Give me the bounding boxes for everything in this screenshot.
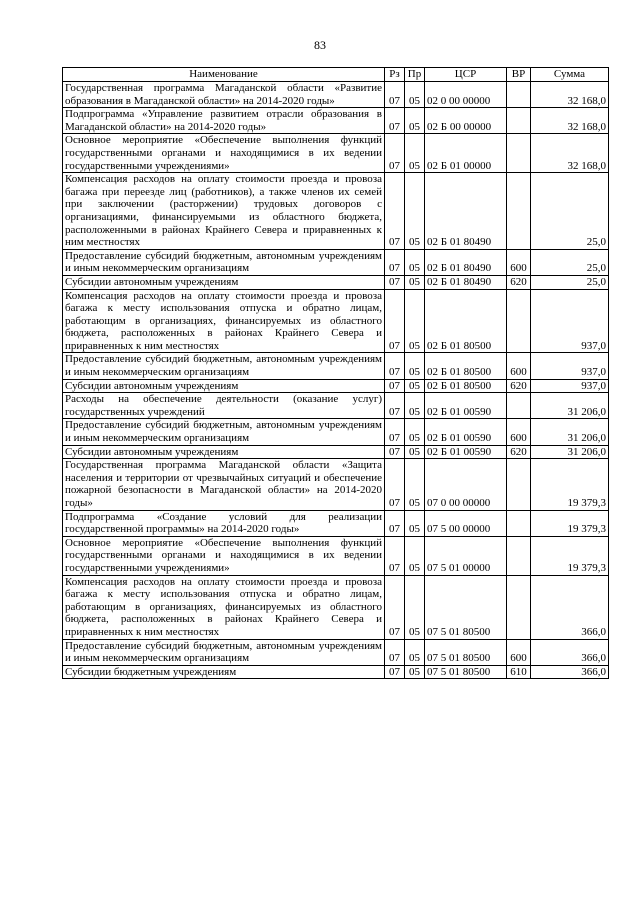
- table-row: [63, 665, 609, 679]
- cell-pr: 05: [405, 575, 425, 639]
- table-row: [63, 353, 609, 379]
- cell-vr: 610: [507, 665, 531, 679]
- cell-vr: [507, 134, 531, 173]
- cell-csr: 02 Б 01 00590: [425, 393, 507, 419]
- cell-pr: 05: [405, 510, 425, 536]
- cell-name: Предоставление субсидий бюджетным, автономным учреждениям и иным некоммерческим организациям: [63, 419, 385, 445]
- cell-vr: 600: [507, 639, 531, 665]
- header-csr: ЦСР: [425, 68, 507, 82]
- cell-pr: 05: [405, 249, 425, 275]
- cell-rz: 07: [385, 108, 405, 134]
- cell-csr: 02 Б 00 00000: [425, 108, 507, 134]
- table-row: [63, 419, 609, 445]
- cell-vr: [507, 82, 531, 108]
- cell-vr: 620: [507, 275, 531, 289]
- cell-name: Компенсация расходов на оплату стоимости проезда и провоза багажа при переезде лиц (работников), а также членов их семей при заключении (расторжении) трудовых договоров с организациями, финансируемыми из областного бюджета, расположенными в районах Крайнего Севера и приравненных к ним местностях: [63, 173, 385, 250]
- table-row: [63, 510, 609, 536]
- cell-vr: 600: [507, 249, 531, 275]
- table-row: [63, 134, 609, 173]
- cell-name: Государственная программа Магаданской области «Развитие образования в Магаданской области» на 2014-2020 годы»: [63, 82, 385, 108]
- cell-pr: 05: [405, 639, 425, 665]
- cell-pr: 05: [405, 379, 425, 393]
- cell-name: Основное мероприятие «Обеспечение выполнения функций государственными органами и находящимися в их ведении государственными учреждениями»: [63, 134, 385, 173]
- table-row: [63, 536, 609, 575]
- cell-pr: 05: [405, 665, 425, 679]
- cell-name: Субсидии бюджетным учреждениям: [63, 665, 385, 679]
- cell-sum: 19 379,3: [531, 459, 609, 510]
- cell-name: Компенсация расходов на оплату стоимости проезда и провоза багажа к месту использования отпуска и обратно лицам, работающим в организациях, финансируемых из областного бюджета, расположенных в районах Крайнего Севера и приравненных к ним местностях: [63, 289, 385, 353]
- cell-vr: [507, 575, 531, 639]
- cell-rz: 07: [385, 393, 405, 419]
- cell-vr: 620: [507, 445, 531, 459]
- cell-rz: 07: [385, 665, 405, 679]
- cell-name: Предоставление субсидий бюджетным, автономным учреждениям и иным некоммерческим организациям: [63, 353, 385, 379]
- cell-pr: 05: [405, 108, 425, 134]
- cell-pr: 05: [405, 536, 425, 575]
- cell-csr: 07 5 01 80500: [425, 639, 507, 665]
- cell-sum: 937,0: [531, 289, 609, 353]
- cell-sum: 366,0: [531, 575, 609, 639]
- cell-csr: 02 Б 01 80500: [425, 289, 507, 353]
- header-rz: Рз: [385, 68, 405, 82]
- cell-csr: 07 5 01 80500: [425, 665, 507, 679]
- cell-vr: [507, 393, 531, 419]
- cell-vr: [507, 173, 531, 250]
- cell-csr: 07 5 01 00000: [425, 536, 507, 575]
- header-sum: Сумма: [531, 68, 609, 82]
- cell-csr: 02 Б 01 80490: [425, 249, 507, 275]
- cell-csr: 07 0 00 00000: [425, 459, 507, 510]
- cell-name: Подпрограмма «Создание условий для реализации государственной программы» на 2014-2020 годы»: [63, 510, 385, 536]
- cell-rz: 07: [385, 353, 405, 379]
- cell-sum: 31 206,0: [531, 445, 609, 459]
- cell-sum: 366,0: [531, 665, 609, 679]
- cell-name: Подпрограмма «Управление развитием отрасли образования в Магаданской области» на 2014-2020 годы»: [63, 108, 385, 134]
- table-row: [63, 639, 609, 665]
- cell-vr: 620: [507, 379, 531, 393]
- cell-pr: 05: [405, 419, 425, 445]
- cell-rz: 07: [385, 275, 405, 289]
- cell-pr: 05: [405, 289, 425, 353]
- cell-sum: 366,0: [531, 639, 609, 665]
- table-row: [63, 393, 609, 419]
- table-row: [63, 445, 609, 459]
- table-row: [63, 82, 609, 108]
- cell-rz: 07: [385, 575, 405, 639]
- cell-pr: 05: [405, 393, 425, 419]
- cell-pr: 05: [405, 134, 425, 173]
- cell-name: Предоставление субсидий бюджетным, автономным учреждениям и иным некоммерческим организациям: [63, 249, 385, 275]
- table-row: [63, 275, 609, 289]
- cell-csr: 02 Б 01 80500: [425, 353, 507, 379]
- cell-vr: 600: [507, 353, 531, 379]
- cell-csr: 07 5 00 00000: [425, 510, 507, 536]
- cell-vr: 600: [507, 419, 531, 445]
- cell-rz: 07: [385, 249, 405, 275]
- cell-sum: 25,0: [531, 249, 609, 275]
- cell-csr: 02 Б 01 80500: [425, 379, 507, 393]
- cell-pr: 05: [405, 445, 425, 459]
- cell-name: Субсидии автономным учреждениям: [63, 445, 385, 459]
- cell-rz: 07: [385, 379, 405, 393]
- cell-rz: 07: [385, 289, 405, 353]
- table-row: [63, 459, 609, 510]
- cell-pr: 05: [405, 275, 425, 289]
- cell-name: Субсидии автономным учреждениям: [63, 275, 385, 289]
- page-number: 83: [314, 38, 326, 52]
- cell-vr: [507, 536, 531, 575]
- cell-sum: 31 206,0: [531, 419, 609, 445]
- cell-rz: 07: [385, 536, 405, 575]
- cell-vr: [507, 459, 531, 510]
- cell-rz: 07: [385, 173, 405, 250]
- cell-pr: 05: [405, 353, 425, 379]
- table-header-row: [63, 68, 609, 82]
- cell-sum: 32 168,0: [531, 108, 609, 134]
- cell-csr: 02 0 00 00000: [425, 82, 507, 108]
- cell-sum: 25,0: [531, 173, 609, 250]
- cell-name: Основное мероприятие «Обеспечение выполнения функций государственными органами и находящимися в их ведении государственными учреждениями»: [63, 536, 385, 575]
- cell-sum: 31 206,0: [531, 393, 609, 419]
- cell-sum: 25,0: [531, 275, 609, 289]
- cell-name: Компенсация расходов на оплату стоимости проезда и провоза багажа к месту использования отпуска и обратно лицам, работающим в организациях, финансируемых из областного бюджета, расположенных в районах Крайнего Севера и приравненных к ним местностях: [63, 575, 385, 639]
- cell-sum: 937,0: [531, 379, 609, 393]
- cell-csr: 02 Б 01 00590: [425, 445, 507, 459]
- cell-name: Предоставление субсидий бюджетным, автономным учреждениям и иным некоммерческим организациям: [63, 639, 385, 665]
- cell-vr: [507, 108, 531, 134]
- cell-rz: 07: [385, 419, 405, 445]
- budget-table: [62, 67, 609, 679]
- cell-csr: 07 5 01 80500: [425, 575, 507, 639]
- cell-pr: 05: [405, 459, 425, 510]
- cell-rz: 07: [385, 82, 405, 108]
- cell-rz: 07: [385, 445, 405, 459]
- cell-rz: 07: [385, 459, 405, 510]
- header-name: Наименование: [63, 68, 385, 82]
- cell-name: Расходы на обеспечение деятельности (оказание услуг) государственных учреждений: [63, 393, 385, 419]
- table-body: [63, 82, 609, 679]
- table-row: [63, 249, 609, 275]
- cell-pr: 05: [405, 173, 425, 250]
- table-row: [63, 575, 609, 639]
- cell-sum: 19 379,3: [531, 510, 609, 536]
- table-row: [63, 173, 609, 250]
- table-row: [63, 379, 609, 393]
- cell-sum: 32 168,0: [531, 82, 609, 108]
- cell-vr: [507, 510, 531, 536]
- cell-pr: 05: [405, 82, 425, 108]
- cell-sum: 937,0: [531, 353, 609, 379]
- header-vr: ВР: [507, 68, 531, 82]
- cell-name: Субсидии автономным учреждениям: [63, 379, 385, 393]
- cell-csr: 02 Б 01 00000: [425, 134, 507, 173]
- cell-rz: 07: [385, 510, 405, 536]
- table-row: [63, 108, 609, 134]
- table-row: [63, 289, 609, 353]
- cell-csr: 02 Б 01 00590: [425, 419, 507, 445]
- cell-sum: 32 168,0: [531, 134, 609, 173]
- cell-csr: 02 Б 01 80490: [425, 173, 507, 250]
- cell-csr: 02 Б 01 80490: [425, 275, 507, 289]
- cell-rz: 07: [385, 639, 405, 665]
- cell-rz: 07: [385, 134, 405, 173]
- header-pr: Пр: [405, 68, 425, 82]
- cell-name: Государственная программа Магаданской области «Защита населения и территории от чрезвычайных ситуаций и обеспечение пожарной безопасности в Магаданской области» на 2014-2020 годы»: [63, 459, 385, 510]
- cell-vr: [507, 289, 531, 353]
- cell-sum: 19 379,3: [531, 536, 609, 575]
